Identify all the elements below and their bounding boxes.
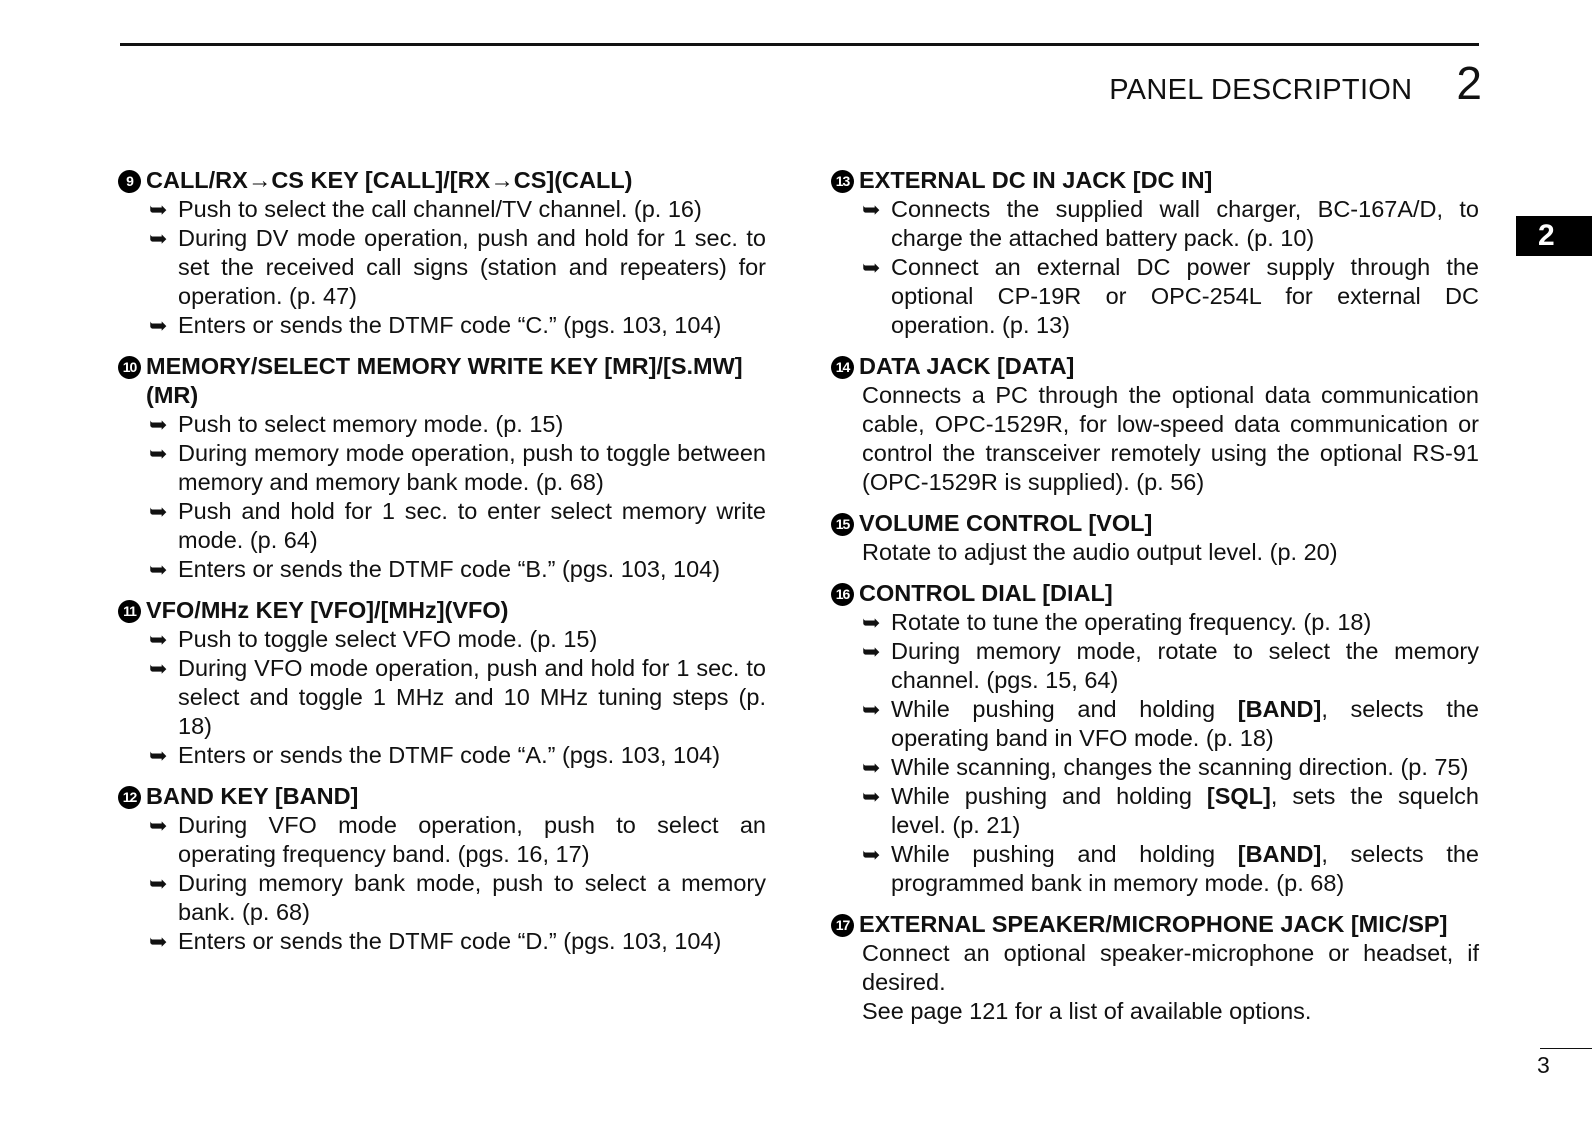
- list-item: ➥ During memory bank mode, push to select a memory bank. (p. 68): [149, 870, 766, 925]
- circled-number: 14: [831, 356, 854, 379]
- arrow-icon: ➥: [862, 610, 881, 635]
- list-item: ➥ During memory mode operation, push to toggle between memory and memory bank mode. (p. 68): [149, 440, 766, 495]
- list-item: ➥ Push to select memory mode. (p. 15): [149, 411, 564, 437]
- section-17: [831, 910, 1479, 1026]
- list-item: ➥ Connect an external DC power supply through the optional CP-19R or OPC-254L for external DC operation. (p. 13): [862, 254, 1479, 338]
- list-item: ➥ During VFO mode operation, push and hold for 1 sec. to select and toggle 1 MHz and 10 MHz tuning steps (p. 18): [149, 655, 766, 739]
- key-label: [BAND]: [1237, 696, 1322, 722]
- circled-number: 17: [831, 914, 854, 937]
- page-header: [1109, 56, 1482, 110]
- key-label: [SQL]: [1206, 783, 1271, 809]
- list-item: ➥ Push and hold for 1 sec. to enter select memory write mode. (p. 64): [149, 498, 766, 553]
- section-13: [831, 166, 1479, 340]
- circled-number: 15: [831, 513, 854, 536]
- arrow-icon: ➥: [149, 313, 168, 338]
- list-item: ➥ During memory mode, rotate to select the memory channel. (pgs. 15, 64): [862, 638, 1479, 693]
- list-item: ➥ Rotate to tune the operating frequency. (p. 18): [862, 609, 1372, 635]
- arrow-icon: ➥: [862, 255, 881, 280]
- bottom-rule: [1540, 1048, 1592, 1049]
- section-title: 10 MEMORY/SELECT MEMORY WRITE KEY [MR]/[S.MW](MR): [118, 352, 766, 410]
- section-title: 16 CONTROL DIAL [DIAL]: [831, 579, 1479, 608]
- section-title: 14 DATA JACK [DATA]: [831, 352, 1479, 381]
- section-title: 17 EXTERNAL SPEAKER/MICROPHONE JACK [MIC/SP]: [831, 910, 1479, 939]
- arrow-icon: ➥: [149, 656, 168, 681]
- section-title: 15 VOLUME CONTROL [VOL]: [831, 509, 1479, 538]
- arrow-icon: ➥: [149, 929, 168, 954]
- list-item: ➥ Enters or sends the DTMF code “D.” (pgs. 103, 104): [149, 928, 722, 954]
- arrow-icon: ➥: [862, 197, 881, 222]
- arrow-icon: ➥: [862, 639, 881, 664]
- arrow-icon: ➥: [149, 813, 168, 838]
- section-14: [831, 352, 1479, 497]
- chapter-side-tab: 2: [1516, 216, 1592, 256]
- arrow-icon: ➥: [149, 743, 168, 768]
- section-title: 11 VFO/MHz KEY [VFO]/[MHz](VFO): [118, 596, 766, 625]
- circled-number: 11: [118, 600, 141, 623]
- circled-number: 13: [831, 170, 854, 193]
- left-column: [118, 166, 766, 968]
- section-paragraph: Connect an optional speaker-microphone or headset, if desired.: [862, 940, 1479, 995]
- section-paragraph: Rotate to adjust the audio output level. (p. 20): [862, 539, 1338, 565]
- arrow-icon: ➥: [149, 557, 168, 582]
- section-10: [118, 352, 766, 584]
- key-label: [BAND]: [1237, 841, 1322, 867]
- arrow-icon: ➥: [862, 784, 881, 809]
- section-9: [118, 166, 766, 340]
- circled-number: 12: [118, 786, 141, 809]
- section-paragraph: See page 121 for a list of available options.: [862, 998, 1312, 1024]
- section-title: 12 BAND KEY [BAND]: [118, 782, 766, 811]
- circled-number: 16: [831, 583, 854, 606]
- arrow-icon: ➥: [149, 499, 168, 524]
- list-item: ➥ Push to select the call channel/TV channel. (p. 16): [149, 196, 702, 222]
- arrow-icon: ➥: [862, 755, 881, 780]
- list-item: ➥ While scanning, changes the scanning direction. (p. 75): [862, 754, 1469, 780]
- list-item: ➥ Enters or sends the DTMF code “A.” (pgs. 103, 104): [149, 742, 721, 768]
- arrow-icon: ➥: [149, 197, 168, 222]
- list-item: ➥ Enters or sends the DTMF code “B.” (pgs. 103, 104): [149, 556, 721, 582]
- list-item: ➥ While pushing and holding [BAND], selects the operating band in VFO mode. (p. 18): [862, 696, 1479, 751]
- arrow-icon: ➥: [149, 412, 168, 437]
- arrow-icon: ➥: [149, 226, 168, 251]
- section-title: 13 EXTERNAL DC IN JACK [DC IN]: [831, 166, 1479, 195]
- arrow-icon: ➥: [149, 441, 168, 466]
- section-paragraph: Connects a PC through the optional data communication cable, OPC-1529R, for low-speed data communication or control the transceiver remotely using the optional RS-91 (OPC-1529R is supplied). (p. 56): [862, 382, 1479, 495]
- circled-number: 10: [118, 356, 141, 379]
- arrow-icon: ➥: [862, 842, 881, 867]
- chapter-number: 2: [1456, 57, 1482, 109]
- page-number: 3: [1537, 1052, 1550, 1078]
- section-16: [831, 579, 1479, 898]
- right-column: [831, 166, 1479, 1038]
- list-item: ➥ During VFO mode operation, push to select an operating frequency band. (pgs. 16, 17): [149, 812, 766, 867]
- list-item: ➥ Push to toggle select VFO mode. (p. 15): [149, 626, 598, 652]
- list-item: ➥ Enters or sends the DTMF code “C.” (pgs. 103, 104): [149, 312, 722, 338]
- section-15: [831, 509, 1479, 567]
- top-rule: [120, 43, 1479, 46]
- list-item: ➥ Connects the supplied wall charger, BC-167A/D, to charge the attached battery pack. (p. 10): [862, 196, 1479, 251]
- list-item: ➥ While pushing and holding [BAND], selects the programmed bank in memory mode. (p. 68): [862, 841, 1479, 896]
- list-item: ➥ During DV mode operation, push and hold for 1 sec. to set the received call signs (station and repeaters) for operation. (p. 47): [149, 225, 766, 309]
- arrow-icon: ➥: [149, 871, 168, 896]
- section-12: [118, 782, 766, 956]
- section-11: [118, 596, 766, 770]
- arrow-icon: ➥: [149, 627, 168, 652]
- section-title: 9 CALL/RX→CS KEY [CALL]/[RX→CS](CALL): [118, 166, 766, 195]
- page-title: PANEL DESCRIPTION: [1109, 74, 1413, 106]
- list-item: ➥ While pushing and holding [SQL], sets the squelch level. (p. 21): [862, 783, 1479, 838]
- arrow-icon: ➥: [862, 697, 881, 722]
- circled-number: 9: [118, 170, 141, 193]
